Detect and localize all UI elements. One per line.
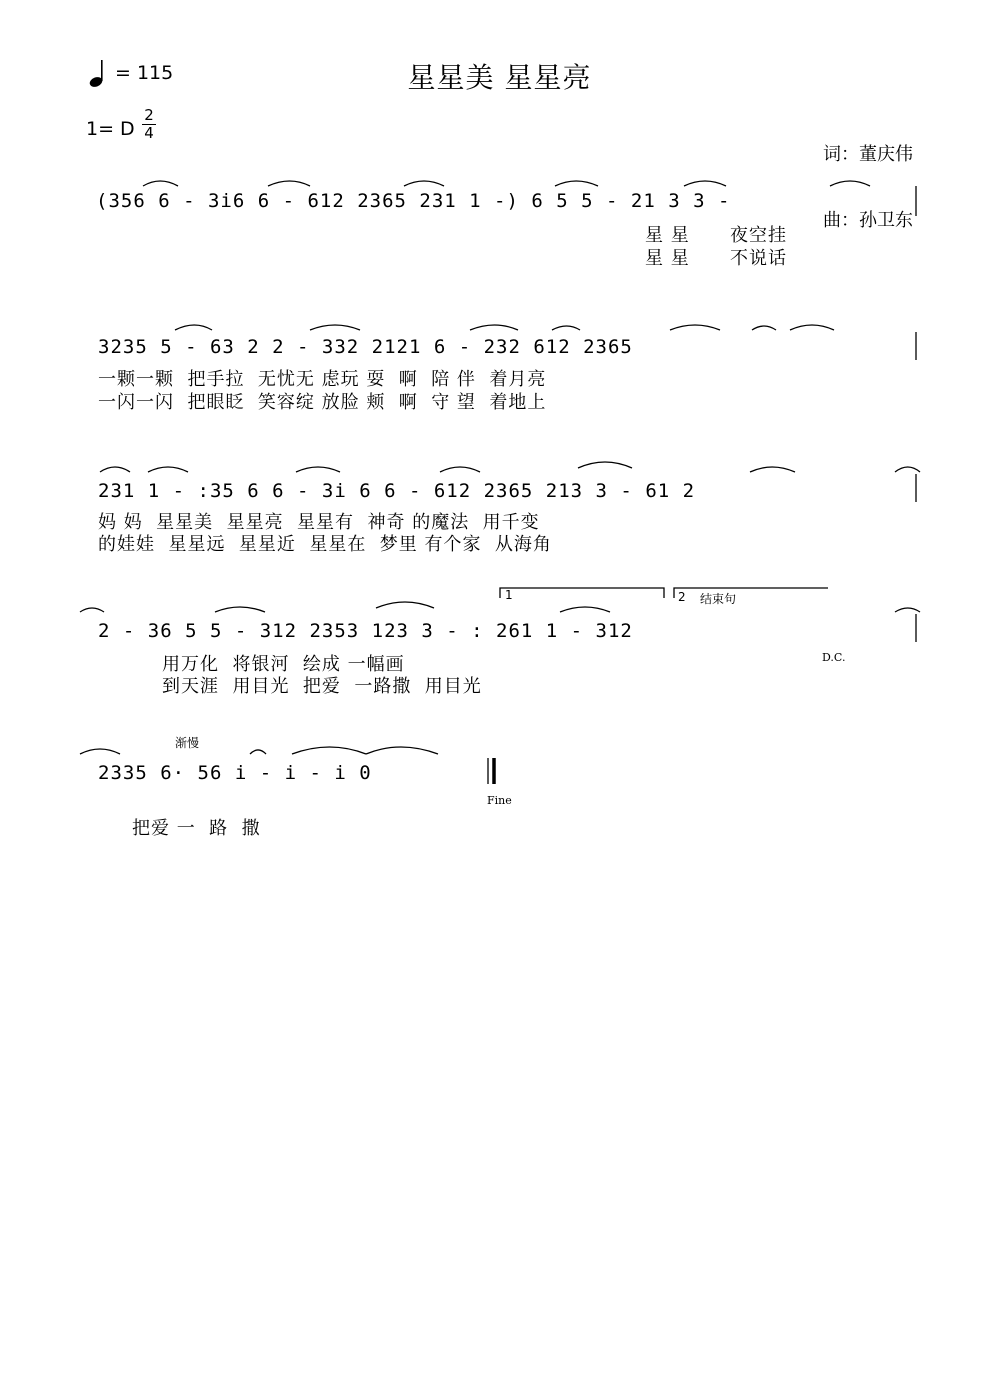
tempo-marking: = 115 [115, 62, 174, 84]
system-2-notes: 3235 5 - 63 2 2 - 332 2121 6 - 232 612 2365 [98, 336, 633, 358]
system-3-lyrics-verse-1: 妈 妈 星星美 星星亮 星星有 神奇 的魔法 用千变 [98, 512, 540, 533]
system-5-lyrics: 把爱 一 路 撒 [132, 818, 261, 839]
system-2-lyrics-verse-2: 一闪一闪 把眼眨 笑容绽 放脸 颊 啊 守 望 着地上 [98, 392, 547, 413]
key-signature: 1= D [86, 118, 135, 140]
system-3-notes: 231 1 - :35 6 6 - 3i 6 6 - 612 2365 213 3 - 61 2 [98, 480, 696, 502]
song-title: 星星美 星星亮 [407, 61, 592, 94]
ritardando-marking: 渐慢 [175, 736, 200, 750]
system-1-lyrics-verse-1: 星 星 夜空挂 [645, 225, 788, 246]
second-ending-number: 2 [678, 590, 686, 604]
time-signature-bottom: 4 [144, 124, 154, 142]
system-3-lyrics-verse-2: 的娃娃 星星远 星星近 星星在 梦里 有个家 从海角 [98, 534, 552, 555]
system-5-notes: 2335 6· 56 i - i - i 0 [98, 762, 372, 784]
system-2-lyrics-verse-1: 一颗一颗 把手拉 无忧无 虑玩 耍 啊 陪 伴 着月亮 [98, 369, 547, 390]
fine-marking: Fine [487, 794, 512, 807]
system-4-notes: 2 - 36 5 5 - 312 2353 123 3 - : 261 1 - 312 [98, 620, 633, 642]
lyricist: 词：董庆伟 [823, 144, 913, 165]
system-4-lyrics-verse-2: 到天涯 用目光 把爱 一路撒 用目光 [162, 676, 482, 697]
system-4-lyrics-verse-1: 用万化 将银河 绘成 一幅画 [162, 654, 405, 675]
first-ending-number: 1 [505, 588, 513, 602]
time-signature-top: 2 [144, 106, 154, 124]
ending-label: 结束句 [700, 592, 737, 606]
system-1-notes: (356 6 - 3i6 6 - 612 2365 231 1 -) 6 5 5 - 21 3 3 - [96, 190, 731, 212]
dc-marking: D.C. [822, 651, 846, 664]
composer: 曲：孙卫东 [823, 210, 913, 231]
system-1-lyrics-verse-2: 星 星 不说话 [645, 248, 788, 269]
